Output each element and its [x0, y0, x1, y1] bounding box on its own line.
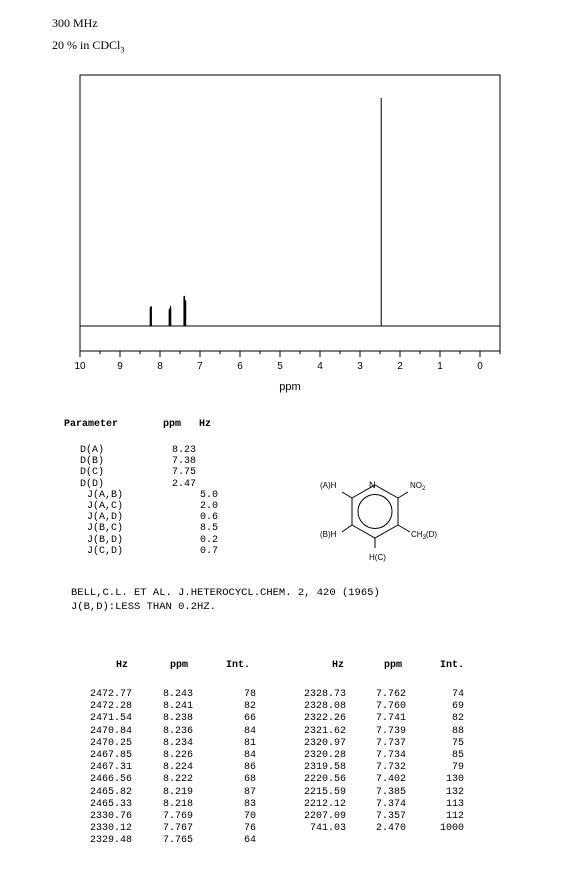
parameter-name: D(D)	[80, 478, 105, 490]
peak-table-cell: 8.243	[162, 689, 193, 700]
parameter-title: Parameter	[64, 419, 119, 430]
reference-citation: BELL,C.L. ET AL. J.HETEROCYCL.CHEM. 2, 420 (1965)	[71, 587, 380, 599]
bond-ha	[342, 492, 352, 498]
peak-table-cell: 81	[243, 737, 256, 749]
peak-table-cell: 7.374	[375, 798, 406, 810]
peak-table-cell: 82	[243, 701, 256, 713]
peak-table-cell: 2322.26	[303, 713, 346, 725]
label-ch3	[411, 530, 437, 541]
molecule-structure	[290, 470, 480, 575]
peak-table-cell: 2207.09	[303, 811, 346, 822]
peak-table-cell: 2.470	[375, 823, 406, 835]
peak-table-cell: 8.224	[162, 762, 193, 774]
spectrometer-frequency: 300 MHz	[52, 16, 98, 30]
label-no2	[410, 481, 426, 492]
peak-table-cell: 82	[451, 713, 464, 725]
peak-table-cell: 85	[451, 750, 464, 761]
peak-table-cell: 69	[451, 701, 464, 713]
x-tick-label: 10	[74, 361, 86, 372]
x-axis-label: ppm	[279, 381, 301, 393]
x-tick-label: 1	[437, 361, 443, 372]
plot-frame	[80, 75, 500, 351]
label-ha: (A)H	[320, 481, 337, 490]
label-ch3-suffix: (D)	[425, 530, 438, 539]
x-tick-label: 8	[157, 361, 163, 372]
x-tick-label: 2	[397, 361, 403, 372]
bond-no2	[398, 492, 408, 498]
peak-table-cell: 87	[243, 786, 256, 798]
peak-table-cell: 113	[445, 798, 464, 810]
parameter-col-hz: Hz	[199, 419, 212, 430]
x-tick-label: 5	[277, 361, 283, 372]
label-hb: (B)H	[320, 530, 337, 539]
parameter-value: 8.23	[172, 445, 197, 456]
peak-table-cell: 2320.97	[303, 737, 346, 749]
peak-table-cell: 2321.62	[303, 725, 346, 737]
parameter-name: J(B,D)	[87, 534, 124, 546]
peak-table-cell: 83	[243, 798, 256, 810]
peak-table-cell: 79	[451, 762, 464, 774]
peak-table-cell: 2328.08	[303, 701, 346, 713]
peak-table-cell: 7.760	[375, 701, 406, 713]
pyridine-ring	[352, 485, 398, 538]
parameter-value: 2.47	[172, 478, 197, 490]
peak-table-cell: 2320.28	[303, 750, 346, 761]
peak-table-cell: 2319.58	[303, 762, 346, 774]
peak-table-cell: 741.03	[309, 823, 346, 835]
peak-table-cell: 2467.85	[89, 750, 132, 761]
x-tick-label: 3	[357, 361, 363, 372]
peak-table-cell: 2328.73	[303, 689, 346, 700]
parameter-name: D(A)	[80, 445, 105, 456]
parameter-name: D(B)	[80, 456, 105, 468]
parameter-value: 0.7	[200, 545, 219, 557]
peak-table-cell: 2472.28	[89, 701, 132, 713]
peak-table-header: ppm	[170, 660, 189, 671]
peak-table-cell: 7.357	[375, 811, 406, 822]
peak-table-cell: 2329.48	[89, 835, 132, 847]
nmr-spectrum-chart	[0, 0, 570, 400]
peak-table-cell: 2465.82	[89, 786, 132, 798]
label-no2-text: NO	[410, 481, 422, 490]
peak-table-cell: 8.219	[162, 786, 193, 798]
peak-table-cell: 75	[451, 737, 464, 749]
peak-table-cell: 2330.12	[89, 823, 132, 835]
x-tick-label: 9	[117, 361, 123, 372]
peak-table-cell: 8.236	[162, 725, 193, 737]
peak-table-header: Int.	[440, 660, 465, 671]
peak-table-cell: 8.238	[162, 713, 193, 725]
x-tick-label: 4	[317, 361, 323, 372]
peak-table-cell: 2212.12	[303, 798, 346, 810]
peak-table-cell: 76	[243, 823, 256, 835]
peak-table-cell: 2471.54	[89, 713, 132, 725]
parameter-value: 0.2	[200, 534, 219, 546]
peak-table-cell: 78	[243, 689, 256, 700]
peak-table-header: Hz	[332, 660, 345, 671]
parameter-name: J(B,C)	[87, 523, 124, 535]
parameter-name: J(A,D)	[87, 512, 124, 524]
parameter-value: 7.75	[172, 467, 197, 479]
peak-table-header: Hz	[116, 660, 129, 671]
label-hc: H(C)	[369, 553, 386, 562]
peak-table-cell: 132	[445, 786, 464, 798]
peak-table-cell: 7.385	[375, 786, 406, 798]
peak-table-cell: 7.765	[162, 835, 193, 847]
peak-table-cell: 7.741	[375, 713, 406, 725]
label-no2-sub: 2	[422, 486, 426, 492]
peak-table-cell: 2466.56	[89, 774, 132, 786]
peak-table-cell: 2467.31	[89, 762, 132, 774]
peak-table-cell: 7.762	[375, 689, 406, 700]
parameter-value: 8.5	[200, 523, 219, 535]
peak-table-cell: 7.402	[375, 774, 406, 786]
peak-table-cell: 7.732	[375, 762, 406, 774]
label-ch3-sub: 3	[422, 535, 426, 541]
x-tick-label: 0	[477, 361, 483, 372]
parameter-value: 0.6	[200, 512, 219, 524]
peak-table-cell: 66	[243, 713, 256, 725]
peak-table-cell: 8.218	[162, 798, 193, 810]
peak-table-cell: 8.222	[162, 774, 193, 786]
peak-table-cell: 7.737	[375, 737, 406, 749]
x-tick-label: 7	[197, 361, 203, 372]
bond-ch3	[398, 525, 410, 532]
peak-table-cell: 1000	[439, 823, 464, 835]
peak-table-cell: 112	[445, 811, 464, 822]
peak-table-cell: 68	[243, 774, 256, 786]
parameter-name: J(A,C)	[87, 501, 124, 512]
parameter-value: 2.0	[200, 501, 219, 512]
peak-table-cell: 7.734	[375, 750, 406, 761]
peak-table-cell: 2472.77	[89, 689, 132, 700]
atom-n: N	[369, 480, 376, 490]
peak-table-cell: 64	[243, 835, 256, 847]
peak-table-cell: 8.234	[162, 737, 193, 749]
peak-table-cell: 88	[451, 725, 464, 737]
bond-hb	[342, 525, 352, 532]
peak-table-cell: 2470.84	[89, 725, 132, 737]
peak-table-cell: 7.769	[162, 811, 193, 822]
aromatic-circle	[358, 495, 392, 529]
peak-table-cell: 130	[445, 774, 464, 786]
parameter-value: 7.38	[172, 456, 197, 468]
parameter-col-ppm: ppm	[163, 419, 182, 430]
peak-table-cell: 2220.56	[303, 774, 346, 786]
peak-table-cell: 74	[451, 689, 464, 700]
peak-table-cell: 8.226	[162, 750, 193, 761]
label-ch3-text: CH	[411, 530, 423, 539]
solvent-subscript: 3	[120, 45, 125, 55]
peak-table-cell: 2465.33	[89, 798, 132, 810]
parameter-name: D(C)	[80, 467, 105, 479]
peak-series	[150, 98, 381, 326]
peak-table-header: ppm	[384, 660, 403, 671]
solvent-text: 20 % in CDCl	[52, 38, 121, 52]
parameter-name: J(C,D)	[87, 545, 124, 557]
peak-table-cell: 7.767	[162, 823, 193, 835]
parameter-value: 5.0	[200, 489, 219, 501]
peak-table-cell: 2215.59	[303, 786, 346, 798]
peak-table-cell: 2330.76	[89, 811, 132, 822]
reference-note: J(B,D):LESS THAN 0.2HZ.	[71, 601, 216, 613]
peak-table-cell: 7.739	[375, 725, 406, 737]
x-axis-ticks	[74, 351, 500, 372]
peak-table-cell: 8.241	[162, 701, 193, 713]
peak-table-cell: 86	[243, 762, 256, 774]
x-tick-label: 6	[237, 361, 243, 372]
peak-table-cell: 84	[243, 750, 256, 761]
peak-table-cell: 70	[243, 811, 256, 822]
peak-table-header: Int.	[226, 660, 251, 671]
parameter-name: J(A,B)	[87, 489, 124, 501]
peak-table-cell: 84	[243, 725, 256, 737]
peak-table-cell: 2470.25	[89, 737, 132, 749]
